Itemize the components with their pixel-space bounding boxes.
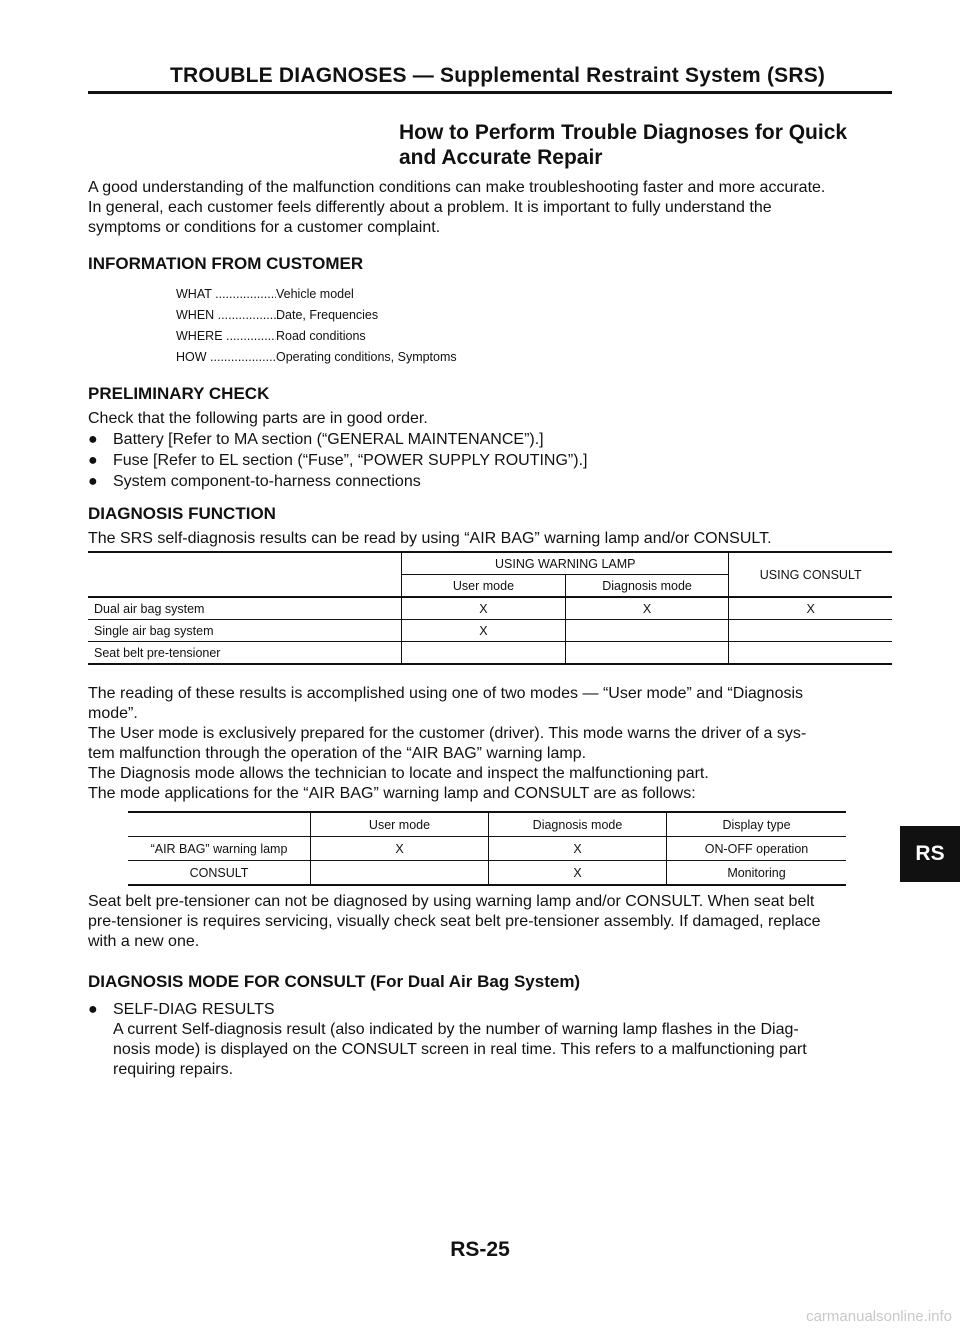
intro-line: In general, each customer feels differently about a problem. It is important to fully understand the (88, 199, 772, 216)
header-rule (88, 91, 892, 94)
info-key: WHEN ..... (176, 305, 276, 326)
diagnosis-method-table (88, 551, 892, 665)
info-row (176, 347, 457, 368)
table-cell-user: X (402, 597, 566, 620)
table-header-warning-lamp: USING WARNING LAMP (402, 552, 729, 575)
table-cell-name: Single air bag system (94, 623, 214, 638)
para-line: The reading of these results is accomplished using one of two modes — “User mode” and “Diagnosis (88, 685, 804, 702)
diagnosis-function-lead: The SRS self-diagnosis results can be read by using “AIR BAG” warning lamp and/or CONSULT. (88, 530, 772, 547)
pretensioner-note (88, 892, 894, 952)
para-line: requiring repairs. (113, 1061, 234, 1078)
para-line: with a new one. (88, 933, 200, 950)
bullet-icon: ● (88, 431, 98, 448)
table-cell-user: X (402, 620, 566, 642)
intro-line: A good understanding of the malfunction conditions can make troubleshooting faster and more accurate. (88, 179, 826, 196)
table-cell-name: Dual air bag system (94, 601, 205, 616)
table-cell-display: ON-OFF operation (667, 837, 847, 861)
self-diag-description (88, 1020, 894, 1080)
table-cell-name: CONSULT (189, 865, 249, 880)
para-line: The User mode is exclusively prepared for the customer (driver). This mode warns the driver of a sys- (88, 725, 807, 742)
table-row (88, 642, 892, 665)
table-cell-diag (565, 620, 729, 642)
page-number: RS-25 (450, 1238, 510, 1261)
section-title-line1: How to Perform Trouble Diagnoses for Quick (399, 121, 848, 144)
bullet-text: SELF-DIAG RESULTS (113, 1001, 275, 1018)
info-value: Road conditions (276, 329, 366, 343)
mode-application-table (128, 811, 846, 886)
section-title (399, 120, 847, 170)
info-value: Vehicle model (276, 287, 354, 301)
bullet-item (88, 1000, 894, 1020)
preliminary-lead: Check that the following parts are in good order. (88, 410, 428, 427)
section-title-line2: and Accurate Repair (399, 146, 603, 169)
table-header-user-mode: User mode (402, 575, 566, 598)
self-diag-results-section (88, 1000, 894, 1080)
para-line: Seat belt pre-tensioner can not be diagnosed by using warning lamp and/or CONSULT. When seat belt (88, 893, 815, 910)
watermark: carmanualsonline.info (806, 1308, 952, 1325)
table-cell-consult (729, 642, 892, 665)
para-line: mode”. (88, 705, 138, 722)
table-header-row (128, 812, 846, 837)
heading-preliminary-check: PRELIMINARY CHECK (88, 384, 270, 403)
table-cell-user: X (311, 837, 489, 861)
table-header-consult: USING CONSULT (729, 552, 892, 597)
info-row (176, 326, 457, 347)
para-line: nosis mode) is displayed on the CONSULT screen in real time. This refers to a malfunctioning part (113, 1041, 807, 1058)
customer-info-list (176, 284, 457, 368)
heading-diagnosis-mode-consult: DIAGNOSIS MODE FOR CONSULT (For Dual Air Bag System) (88, 972, 581, 991)
bullet-text: Fuse [Refer to EL section (“Fuse”, “POWER SUPPLY ROUTING”).] (113, 452, 588, 469)
info-key: HOW ..... (176, 347, 276, 368)
table-cell-diag (565, 642, 729, 665)
table-cell-user (311, 861, 489, 886)
info-row (176, 284, 457, 305)
section-tab-rs: RS (900, 826, 960, 882)
bullet-item (88, 471, 894, 492)
bullet-item (88, 450, 894, 471)
table-header-cell: Diagnosis mode (489, 812, 667, 837)
table-corner-cell (88, 552, 402, 597)
info-key: WHERE ..... (176, 326, 276, 347)
heading-information-from-customer: INFORMATION FROM CUSTOMER (88, 254, 364, 273)
bullet-icon: ● (88, 1001, 98, 1018)
para-line: The mode applications for the “AIR BAG” warning lamp and CONSULT are as follows: (88, 785, 696, 802)
info-key: WHAT ..... (176, 284, 276, 305)
intro-line: symptoms or conditions for a customer complaint. (88, 219, 441, 236)
bullet-text: Battery [Refer to MA section (“GENERAL MAINTENANCE”).] (113, 431, 544, 448)
bullet-icon: ● (88, 452, 98, 469)
table-header-cell: Display type (667, 812, 847, 837)
info-value: Operating conditions, Symptoms (276, 350, 457, 364)
table-header-diagnosis-mode: Diagnosis mode (565, 575, 729, 598)
table-row (88, 597, 892, 620)
info-value: Date, Frequencies (276, 308, 379, 322)
table-row (128, 861, 846, 886)
bullet-icon: ● (88, 473, 98, 490)
info-row (176, 305, 457, 326)
page-header-title: TROUBLE DIAGNOSES — Supplemental Restraint System (SRS) (170, 64, 826, 87)
bullet-text: System component-to-harness connections (113, 473, 421, 490)
table-row (128, 837, 846, 861)
table-header-cell: User mode (311, 812, 489, 837)
table-cell-user (402, 642, 566, 665)
bullet-item (88, 429, 894, 450)
para-line: A current Self-diagnosis result (also indicated by the number of warning lamp flashes in the Diag- (113, 1021, 799, 1038)
para-line: The Diagnosis mode allows the technician to locate and inspect the malfunctioning part. (88, 765, 709, 782)
table-cell-diag: X (489, 837, 667, 861)
table-cell-consult: X (729, 597, 892, 620)
table-header-cell (128, 812, 311, 837)
heading-diagnosis-function: DIAGNOSIS FUNCTION (88, 504, 276, 523)
modes-paragraph (88, 684, 894, 804)
para-line: pre-tensioner is requires servicing, visually check seat belt pre-tensioner assembly. If damaged, replace (88, 913, 821, 930)
preliminary-check-content (88, 408, 894, 492)
table-cell-consult (729, 620, 892, 642)
para-line: tem malfunction through the operation of the “AIR BAG” warning lamp. (88, 745, 587, 762)
table-cell-diag: X (565, 597, 729, 620)
intro-paragraph (88, 178, 894, 238)
table-cell-name: “AIR BAG” warning lamp (150, 841, 288, 856)
table-cell-diag: X (489, 861, 667, 886)
table-cell-name: Seat belt pre-tensioner (94, 645, 221, 660)
table-cell-display: Monitoring (667, 861, 847, 886)
table-row (88, 620, 892, 642)
